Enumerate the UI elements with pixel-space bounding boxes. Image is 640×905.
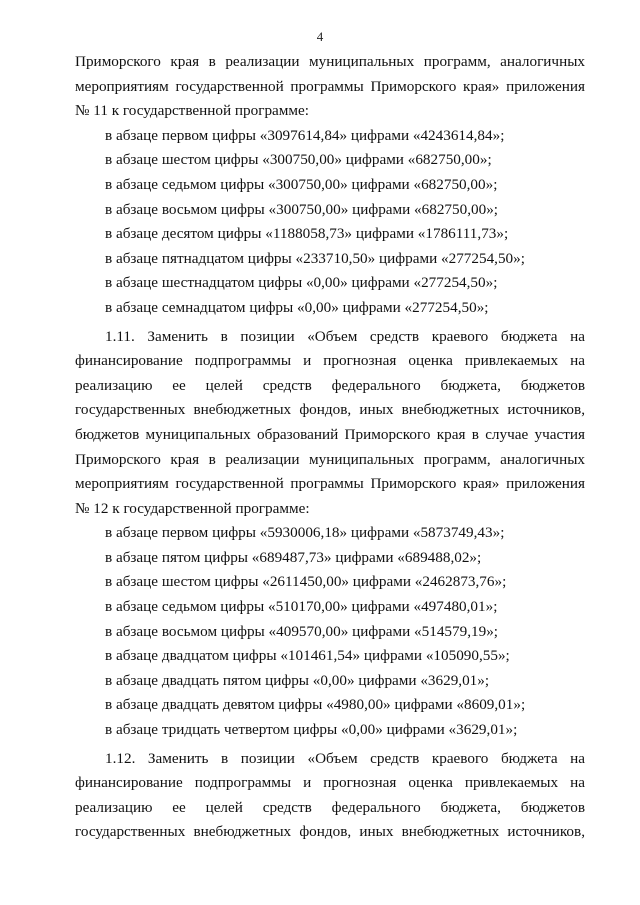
amendment-item: в абзаце двадцатом цифры «101461,54» цифрами «105090,55»; <box>105 647 510 665</box>
text-line: Приморского края в реализации муниципальных программ, аналогичных <box>75 53 585 70</box>
text-line: финансирование подпрограммы и прогнозная оценка привлекаемых на <box>75 352 585 370</box>
text-line: 1.11. Заменить в позиции «Объем средств краевого бюджета на <box>105 327 585 345</box>
paragraph-continuation <box>75 50 585 124</box>
amendment-item: в абзаце двадцать пятом цифры «0,00» цифрами «3629,01»; <box>105 671 490 689</box>
text-line: бюджетов муниципальных образований Приморского края в случае участия <box>75 425 585 443</box>
amendment-item: в абзаце седьмом цифры «300750,00» цифрами «682750,00»; <box>105 175 498 193</box>
text-line: Приморского края в реализации муниципальных программ, аналогичных <box>75 450 585 468</box>
amendment-item: в абзаце тридцать четвертом цифры «0,00» цифрами «3629,01»; <box>105 721 518 739</box>
amendment-item: в абзаце седьмом цифры «510170,00» цифрами «497480,01»; <box>105 598 498 616</box>
amendment-item: в абзаце двадцать девятом цифры «4980,00» цифрами «8609,01»; <box>105 696 526 714</box>
amendment-item: в абзаце первом цифры «3097614,84» цифрами «4243614,84»; <box>105 126 505 144</box>
amendment-item: в абзаце шестом цифры «2611450,00» цифрами «2462873,76»; <box>105 573 507 591</box>
text-line: № 11 к государственной программе: <box>75 102 309 120</box>
document-body <box>75 50 585 845</box>
amendment-item: в абзаце восьмом цифры «409570,00» цифрами «514579,19»; <box>105 622 499 640</box>
amendment-item: в абзаце пятнадцатом цифры «233710,50» цифрами «277254,50»; <box>105 249 525 267</box>
text-line: 1.12. Заменить в позиции «Объем средств краевого бюджета на <box>105 749 585 767</box>
text-line: государственных внебюджетных фондов, иных внебюджетных источников, <box>75 401 585 419</box>
amendment-item: в абзаце восьмом цифры «300750,00» цифрами «682750,00»; <box>105 200 499 218</box>
amendment-item: в абзаце шестом цифры «300750,00» цифрами «682750,00»; <box>105 151 492 169</box>
paragraph-1-11 <box>75 325 585 522</box>
text-line: государственных внебюджетных фондов, иных внебюджетных источников, <box>75 823 585 841</box>
amendment-list-appendix-12 <box>75 521 585 742</box>
amendment-item: в абзаце первом цифры «5930006,18» цифрами «5873749,43»; <box>105 524 505 542</box>
amendment-item: в абзаце семнадцатом цифры «0,00» цифрами «277254,50»; <box>105 298 489 316</box>
text-line: реализацию ее целей средств федерального бюджета, бюджетов <box>75 798 585 816</box>
amendment-item: в абзаце шестнадцатом цифры «0,00» цифрами «277254,50»; <box>105 274 498 292</box>
amendment-item: в абзаце десятом цифры «1188058,73» цифрами «1786111,73»; <box>105 225 509 243</box>
text-line: мероприятиям государственной программы Приморского края» приложения <box>75 77 585 95</box>
paragraph-1-12 <box>75 747 585 845</box>
text-line: мероприятиям государственной программы Приморского края» приложения <box>75 475 585 493</box>
amendment-list-appendix-11 <box>75 124 585 321</box>
text-line: № 12 к государственной программе: <box>75 499 310 517</box>
text-line: реализацию ее целей средств федерального бюджета, бюджетов <box>75 376 585 394</box>
text-line: финансирование подпрограммы и прогнозная оценка привлекаемых на <box>75 774 585 792</box>
amendment-item: в абзаце пятом цифры «689487,73» цифрами «689488,02»; <box>105 548 482 566</box>
page-number: 4 <box>316 29 324 44</box>
